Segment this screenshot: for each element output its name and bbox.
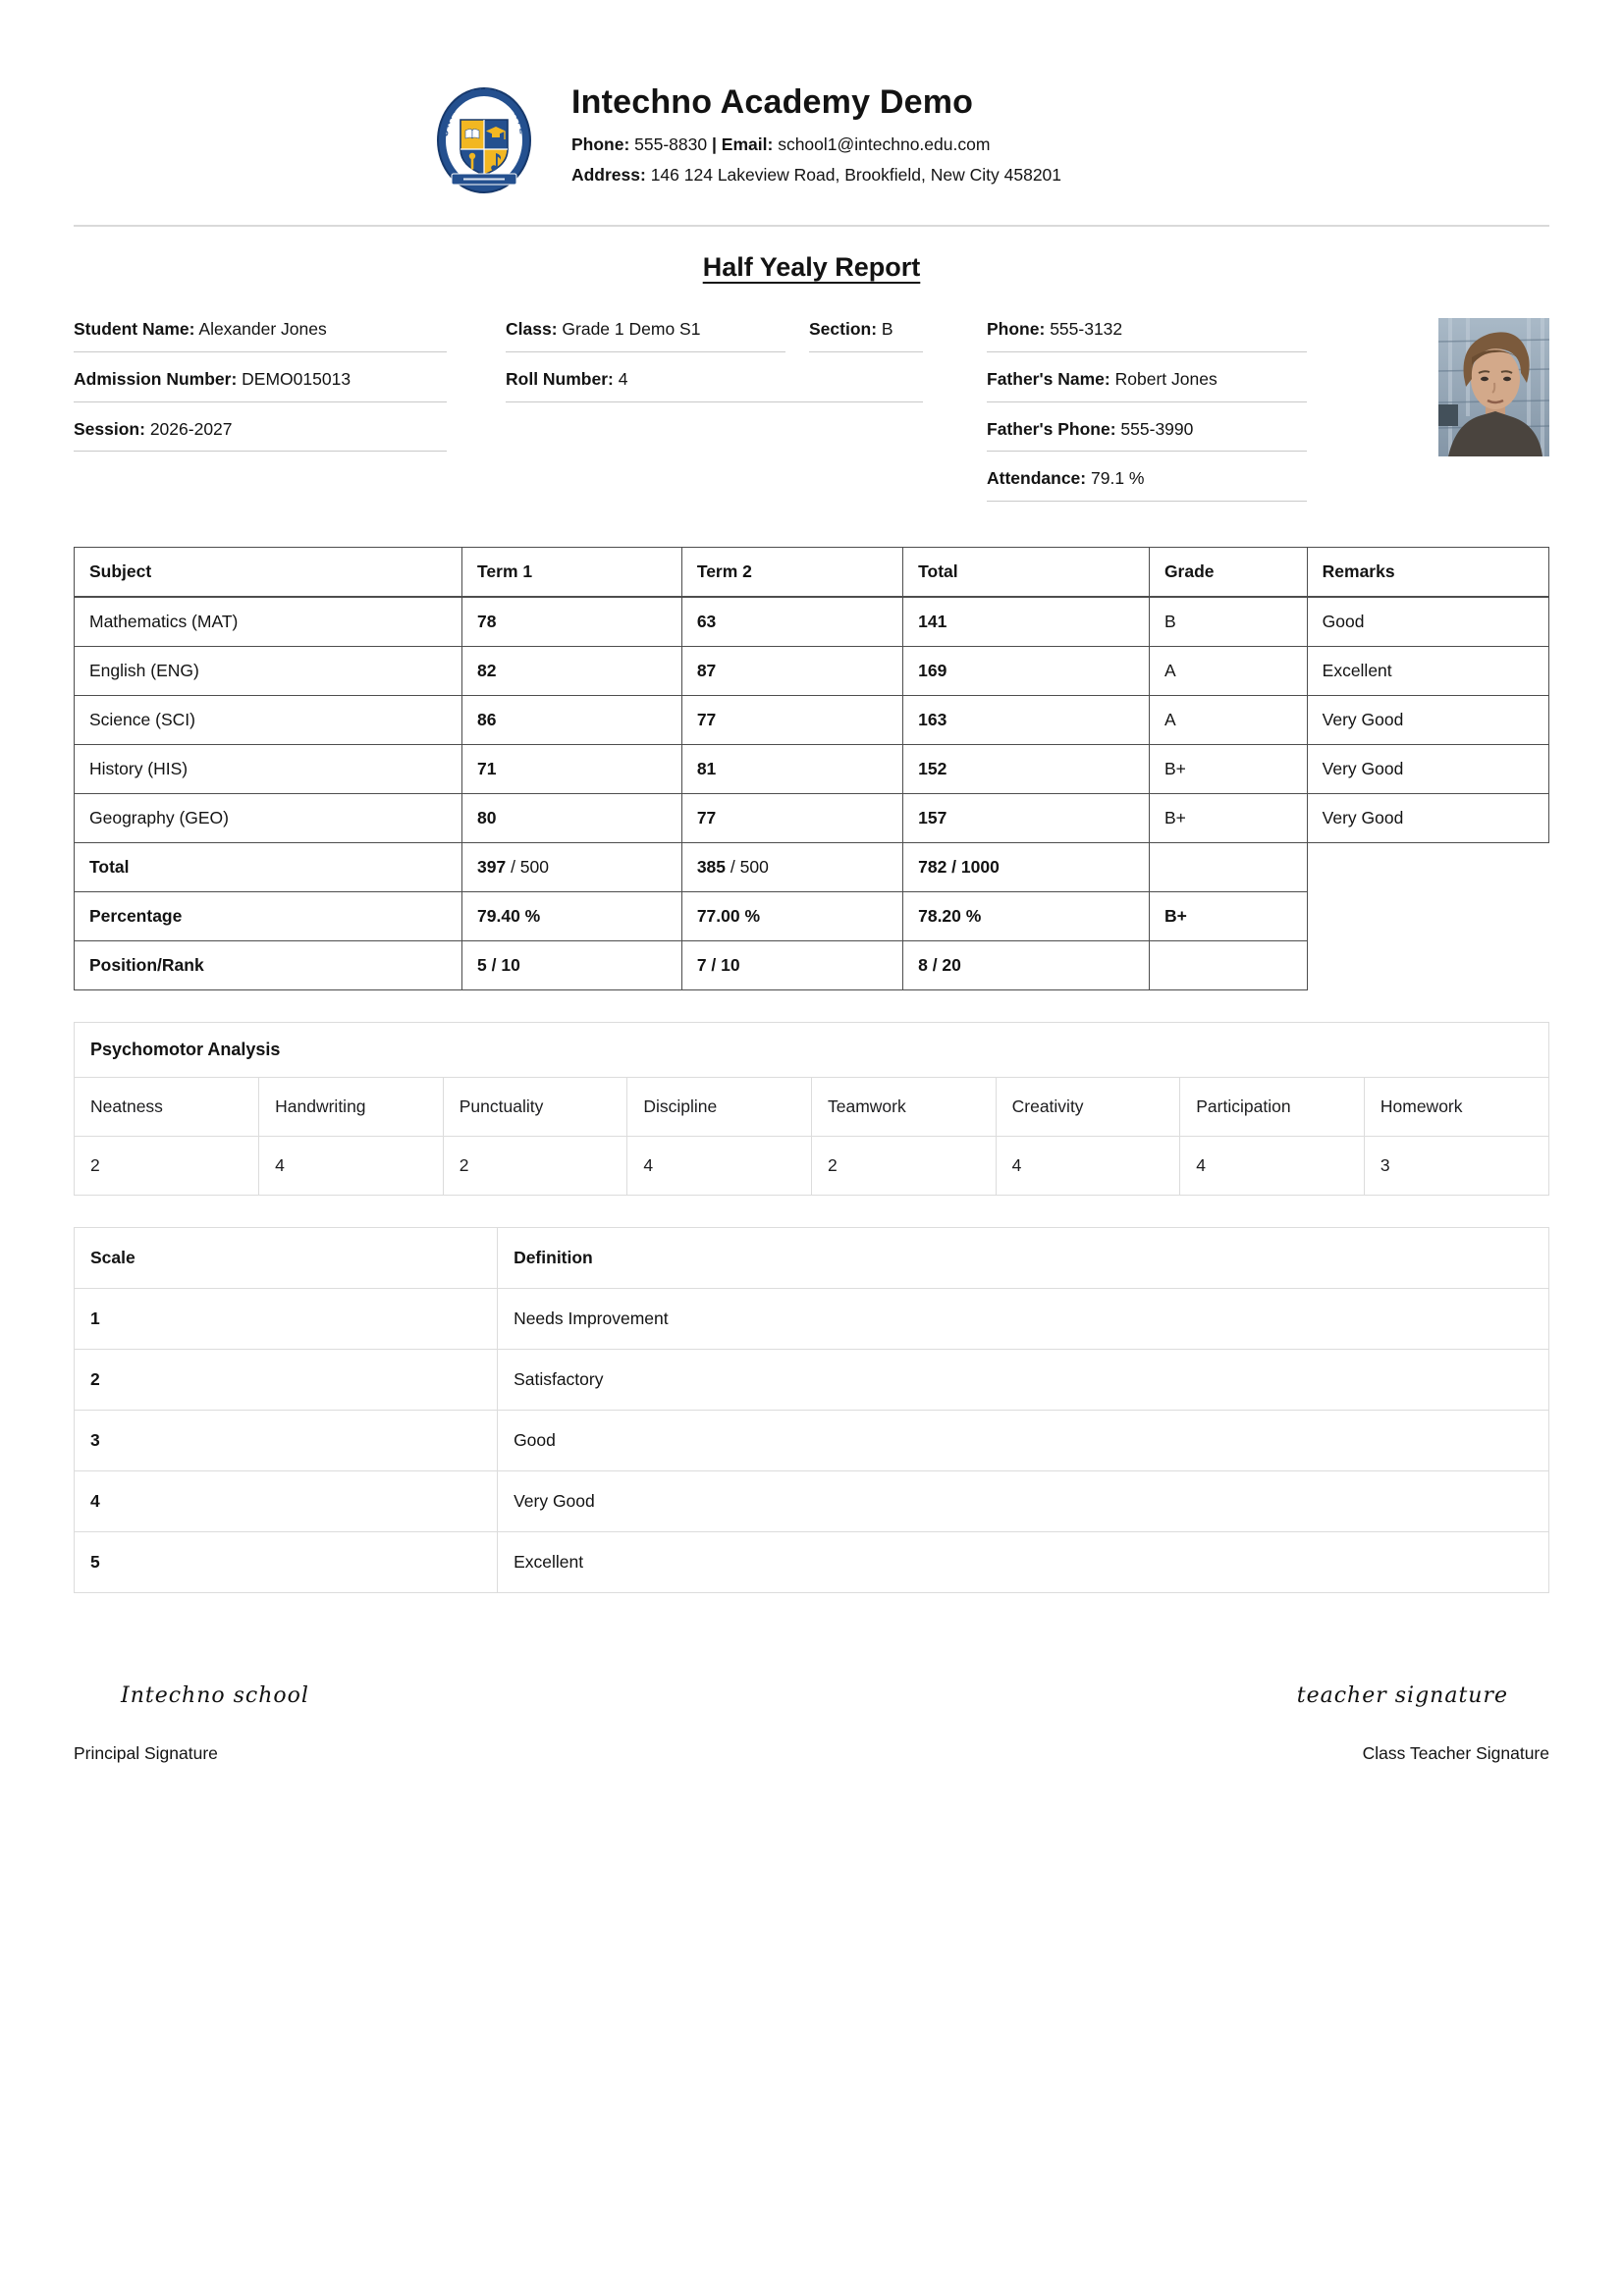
school-contact-line [571,133,1061,157]
scale-value: 4 [75,1471,498,1532]
student-phone-value: 555-3132 [1050,319,1123,339]
signatures-section [74,1683,1549,1764]
psych-header-creativity: Creativity [996,1078,1180,1137]
psych-header-neatness: Neatness [75,1078,259,1137]
total-cell: 141 [903,597,1150,647]
marks-table [74,547,1549,990]
summary-percentage-grade: B+ [1149,892,1307,941]
summary-total-label: Total [75,843,462,892]
psych-header-homework: Homework [1380,1096,1463,1116]
admission-number-label: Admission Number: [74,368,238,389]
marks-header-total: Total [903,548,1150,598]
principal-signature-label: Principal Signature [74,1743,218,1763]
psych-header-discipline: Discipline [627,1078,812,1137]
field-class [506,318,785,352]
father-name-value: Robert Jones [1114,368,1217,389]
marks-header-term2: Term 2 [681,548,902,598]
section-value: B [881,319,893,339]
psych-header-participation: Participation [1180,1078,1365,1137]
summary-position-grade [1149,941,1307,990]
psychomotor-title: Psychomotor Analysis [75,1023,1548,1078]
remarks-cell: Very Good [1307,696,1548,745]
scale-definition: Excellent [498,1532,1549,1593]
grade-cell: B+ [1149,794,1307,843]
psychomotor-header-row [75,1078,1548,1137]
term1-cell: 78 [462,597,682,647]
principal-signature-script: Intechno school [121,1683,309,1708]
psych-value-handwriting: 4 [259,1137,444,1196]
student-info-col-1 [74,318,447,467]
marks-header-subject: Subject [75,548,462,598]
remarks-cell: Very Good [1307,794,1548,843]
total-cell: 163 [903,696,1150,745]
scale-row-4 [75,1471,1549,1532]
remarks-cell: Excellent [1307,647,1548,696]
summary-total-term2 [681,843,902,892]
roll-number-label: Roll Number: [506,368,614,389]
psych-value-neatness: 2 [75,1137,259,1196]
marks-header-grade: Grade [1149,548,1307,598]
attendance-label: Attendance: [987,468,1087,489]
scale-definition: Satisfactory [498,1350,1549,1411]
logo-arc-text: UNIVERSITY STATE [439,86,529,137]
father-name-label: Father's Name: [987,368,1110,389]
marks-row-mathematics [75,597,1549,647]
scale-row-2 [75,1350,1549,1411]
scale-row-3 [75,1411,1549,1471]
psych-header-teamwork: Teamwork [812,1078,997,1137]
session-value: 2026-2027 [149,418,233,439]
summary-position-remarks-empty [1307,941,1548,990]
marks-row-science [75,696,1549,745]
psych-value-teamwork: 2 [812,1137,997,1196]
student-name-value: Alexander Jones [198,319,327,339]
marks-header-term1: Term 1 [462,548,682,598]
field-section [809,318,923,352]
psychomotor-values-row [75,1137,1548,1196]
summary-percentage-term1: 79.40 % [462,892,682,941]
student-info-col-2 [506,318,923,418]
grade-cell: A [1149,696,1307,745]
marks-row-english [75,647,1549,696]
psych-header-handwriting: Handwriting [259,1078,444,1137]
total-cell: 152 [903,745,1150,794]
marks-summary-total-row [75,843,1549,892]
subject-cell: History (HIS) [75,745,462,794]
term1-cell: 80 [462,794,682,843]
teacher-signature-label: Class Teacher Signature [1362,1743,1549,1763]
psych-value-discipline: 4 [627,1137,812,1196]
address-label: Address: [570,164,646,185]
term1-cell: 71 [462,745,682,794]
summary-total-remarks-empty [1307,843,1548,892]
scale-value: 2 [75,1350,498,1411]
university-seal-icon [424,83,544,201]
psych-value-homework: 3 [1364,1137,1548,1196]
marks-row-history [75,745,1549,794]
psychomotor-table [75,1078,1548,1195]
email-value: school1@intechno.edu.com [778,134,991,154]
total-cell: 157 [903,794,1150,843]
phone-value: 555-8830 [634,134,708,154]
term2-score: 385 [696,857,727,877]
psych-value-punctuality: 2 [443,1137,627,1196]
marks-summary-percentage-row [75,892,1549,941]
scale-value: 5 [75,1532,498,1593]
term2-cell: 87 [681,647,902,696]
term1-out-of: / 500 [506,857,550,877]
school-name: Intechno Academy Demo [570,83,974,121]
term2-cell: 63 [681,597,902,647]
student-info-col-3 [987,318,1307,517]
summary-position-overall: 8 / 20 [903,941,1150,990]
field-admission-number [74,368,447,402]
summary-position-term1: 5 / 10 [462,941,682,990]
summary-total-overall: 782 / 1000 [903,843,1150,892]
scale-definition: Good [498,1411,1549,1471]
field-student-name [74,318,447,352]
grade-cell: B [1149,597,1307,647]
principal-signature-block [74,1683,309,1764]
section-label: Section: [809,319,878,339]
field-roll-number [506,368,923,402]
term2-cell: 77 [681,794,902,843]
field-father-name [987,368,1307,402]
scale-definition: Needs Improvement [498,1289,1549,1350]
remarks-cell: Good [1307,597,1548,647]
father-phone-label: Father's Phone: [987,418,1116,439]
summary-percentage-term2: 77.00 % [681,892,902,941]
scale-row-1 [75,1289,1549,1350]
student-phone-label: Phone: [987,319,1046,339]
teacher-signature-script: teacher signature [1296,1683,1508,1708]
student-name-label: Student Name: [74,319,195,339]
summary-total-term1 [462,843,682,892]
student-photo [1438,318,1549,456]
remarks-cell: Very Good [1307,745,1548,794]
definition-header: Definition [514,1248,593,1267]
school-text-block [571,83,1061,187]
father-phone-value: 555-3990 [1120,418,1194,439]
term1-cell: 86 [462,696,682,745]
email-label: Email: [721,134,774,154]
marks-row-geography [75,794,1549,843]
term1-score: 397 [477,857,507,877]
class-label: Class: [506,319,558,339]
teacher-signature-block [1297,1683,1549,1764]
school-address-line [571,164,1061,187]
header-divider [74,225,1549,227]
summary-percentage-remarks-empty [1307,892,1548,941]
scale-table [74,1227,1549,1593]
term2-cell: 77 [681,696,902,745]
marks-summary-position-row [75,941,1549,990]
psych-value-participation: 4 [1180,1137,1365,1196]
student-photo-image [1438,318,1549,456]
subject-cell: Mathematics (MAT) [75,597,462,647]
address-value: 146 124 Lakeview Road, Brookfield, New City 458201 [650,164,1062,185]
field-session [74,418,447,453]
school-header [5,83,1481,201]
class-value: Grade 1 Demo S1 [562,319,701,339]
psych-value-creativity: 4 [996,1137,1180,1196]
summary-percentage-overall: 78.20 % [903,892,1150,941]
term2-out-of: / 500 [726,857,769,877]
subject-cell: Science (SCI) [75,696,462,745]
field-father-phone [987,418,1307,453]
scale-row-5 [75,1532,1549,1593]
psychomotor-section [74,1022,1549,1196]
scale-value: 3 [75,1411,498,1471]
grade-cell: B+ [1149,745,1307,794]
summary-percentage-label: Percentage [75,892,462,941]
subject-cell: Geography (GEO) [75,794,462,843]
marks-header-row [75,548,1549,598]
scale-value: 1 [75,1289,498,1350]
field-attendance [987,467,1307,502]
school-logo-icon [424,83,544,201]
report-title: Half Yealy Report [702,252,921,282]
summary-total-grade [1149,843,1307,892]
psych-header-punctuality: Punctuality [443,1078,627,1137]
scale-definition: Very Good [498,1471,1549,1532]
term2-cell: 81 [681,745,902,794]
contact-separator: | [712,134,717,154]
marks-header-remarks: Remarks [1307,548,1548,598]
grade-cell: A [1149,647,1307,696]
total-cell: 169 [903,647,1150,696]
summary-position-label: Position/Rank [75,941,462,990]
summary-position-term2: 7 / 10 [681,941,902,990]
field-phone [987,318,1307,352]
student-info-section [74,318,1549,517]
phone-label: Phone: [570,134,630,154]
scale-header-row [75,1228,1549,1289]
attendance-value: 79.1 % [1091,468,1145,489]
scale-header: Scale [75,1228,498,1289]
subject-cell: English (ENG) [75,647,462,696]
roll-number-value: 4 [618,368,628,389]
admission-number-value: DEMO015013 [242,368,352,389]
session-label: Session: [74,418,145,439]
term1-cell: 82 [462,647,682,696]
